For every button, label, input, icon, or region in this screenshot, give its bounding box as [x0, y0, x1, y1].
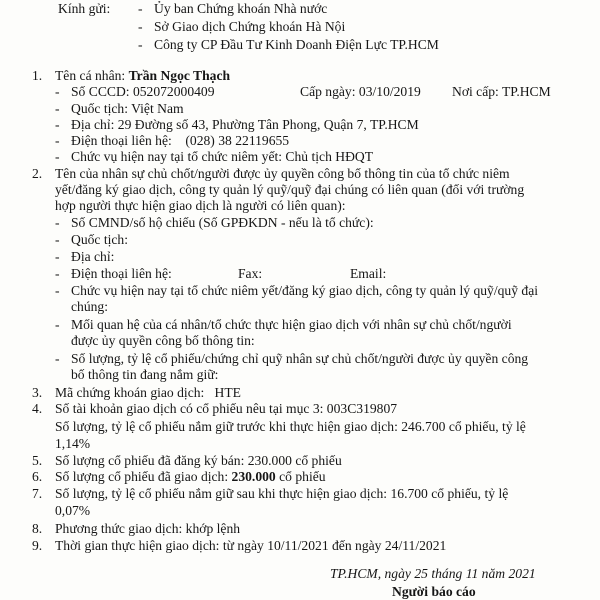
- s2-holding: - Số lượng, tỷ lệ cổ phiếu/chứng chỉ quỹ nhân sự chủ chốt/người được ủy quyền công: [55, 351, 529, 366]
- s2-nationality: - Quốc tịch:: [55, 232, 129, 247]
- s2-fax: Fax:: [238, 266, 263, 281]
- s1-address: - Địa chỉ: 29 Đường số 43, Phường Tân Phong, Quận 7, TP.HCM: [55, 117, 419, 132]
- s2-position: - Chức vụ hiện nay tại tổ chức niêm yết/đăng ký giao dịch, công ty quản lý quỹ/quỹ đại: [55, 283, 539, 298]
- s2-title-line: hợp người thực hiện giao dịch là người có liên quan):: [55, 198, 346, 213]
- s2-position-cont: chúng:: [71, 299, 108, 314]
- report-date: TP.HCM, ngày 25 tháng 11 năm 2021: [330, 566, 536, 581]
- section-8-number: 8.: [32, 521, 43, 536]
- section-7-number: 7.: [32, 486, 43, 501]
- section-2-number: 2.: [32, 166, 43, 181]
- s2-title-line: yết/đăng ký giao dịch, công ty quản lý quỹ/quỹ đại chúng có liên quan (đối với trường: [55, 182, 525, 197]
- section-4-number: 4.: [32, 401, 43, 416]
- s2-phone: - Điện thoại liên hệ:: [55, 266, 172, 281]
- s7-text-cont: 0,07%: [55, 503, 91, 518]
- s2-relation-cont: được ủy quyền công bố thông tin:: [71, 333, 255, 348]
- recipients-label: Kính gửi:: [58, 1, 111, 16]
- recipient-item: - Sở Giao dịch Chứng khoán Hà Nội: [138, 19, 346, 34]
- section-6-number: 6.: [32, 469, 43, 484]
- s2-title-line: Tên của nhân sự chủ chốt/người được ủy quyền công bố thông tin của tổ chức niêm: [55, 166, 510, 181]
- section-1-title: Tên cá nhân: Trần Ngọc Thạch: [55, 68, 231, 83]
- person-name: Trần Ngọc Thạch: [128, 68, 231, 83]
- s2-cmnd: - Số CMND/số hộ chiếu (Số GPĐKDN - nếu là tổ chức):: [55, 215, 374, 230]
- s7-text: Số lượng, tỷ lệ cổ phiếu nắm giữ sau khi thực hiện giao dịch: 16.700 cổ phiếu, tỷ lệ: [55, 486, 509, 501]
- recipient-item: - Công ty CP Đầu Tư Kinh Doanh Điện Lực TP.HCM: [138, 37, 439, 52]
- s2-holding-cont: bố thông tin đang nắm giữ:: [71, 367, 219, 382]
- s2-address: - Địa chỉ:: [55, 249, 115, 264]
- s9-text: Thời gian thực hiện giao dịch: từ ngày 10/11/2021 đến ngày 24/11/2021: [55, 538, 447, 553]
- section-1-number: 1.: [32, 68, 43, 83]
- s1-issue-place: Nơi cấp: TP.HCM: [452, 84, 551, 99]
- s5-text: Số lượng cổ phiếu đã đăng ký bán: 230.000 cổ phiếu: [55, 453, 342, 468]
- s4-before: Số lượng, tỷ lệ cổ phiếu nắm giữ trước khi thực hiện giao dịch: 246.700 cổ phiếu, tỷ lệ: [55, 419, 526, 434]
- s2-email: Email:: [350, 266, 387, 281]
- s1-position: - Chức vụ hiện nay tại tổ chức niêm yết: Chủ tịch HĐQT: [55, 149, 374, 164]
- s6-text: Số lượng cổ phiếu đã giao dịch: 230.000 cổ phiếu: [55, 469, 326, 484]
- signer-title: Người báo cáo: [392, 584, 476, 599]
- s4-before-cont: 1,14%: [55, 436, 91, 451]
- s1-issue-date: Cấp ngày: 03/10/2019: [300, 84, 421, 99]
- s4-text: Số tài khoản giao dịch có cổ phiếu nêu tại mục 3: 003C319807: [55, 401, 398, 416]
- s1-phone: - Điện thoại liên hệ: (028) 38 22119655: [55, 133, 290, 148]
- section-9-number: 9.: [32, 538, 43, 553]
- section-3-number: 3.: [32, 385, 43, 400]
- recipient-item: - Ủy ban Chứng khoán Nhà nước: [138, 1, 328, 16]
- s1-nationality: - Quốc tịch: Việt Nam: [55, 101, 184, 116]
- s3-text: Mã chứng khoán giao dịch: HTE: [55, 385, 241, 400]
- s8-text: Phương thức giao dịch: khớp lệnh: [55, 521, 241, 536]
- s2-relation: - Mối quan hệ của cá nhân/tổ chức thực hiện giao dịch với nhân sự chủ chốt/người: [55, 317, 512, 332]
- section-5-number: 5.: [32, 453, 43, 468]
- s1-cccd-line: - Số CCCD: 052072000409: [55, 84, 215, 99]
- traded-quantity: 230.000: [231, 469, 276, 484]
